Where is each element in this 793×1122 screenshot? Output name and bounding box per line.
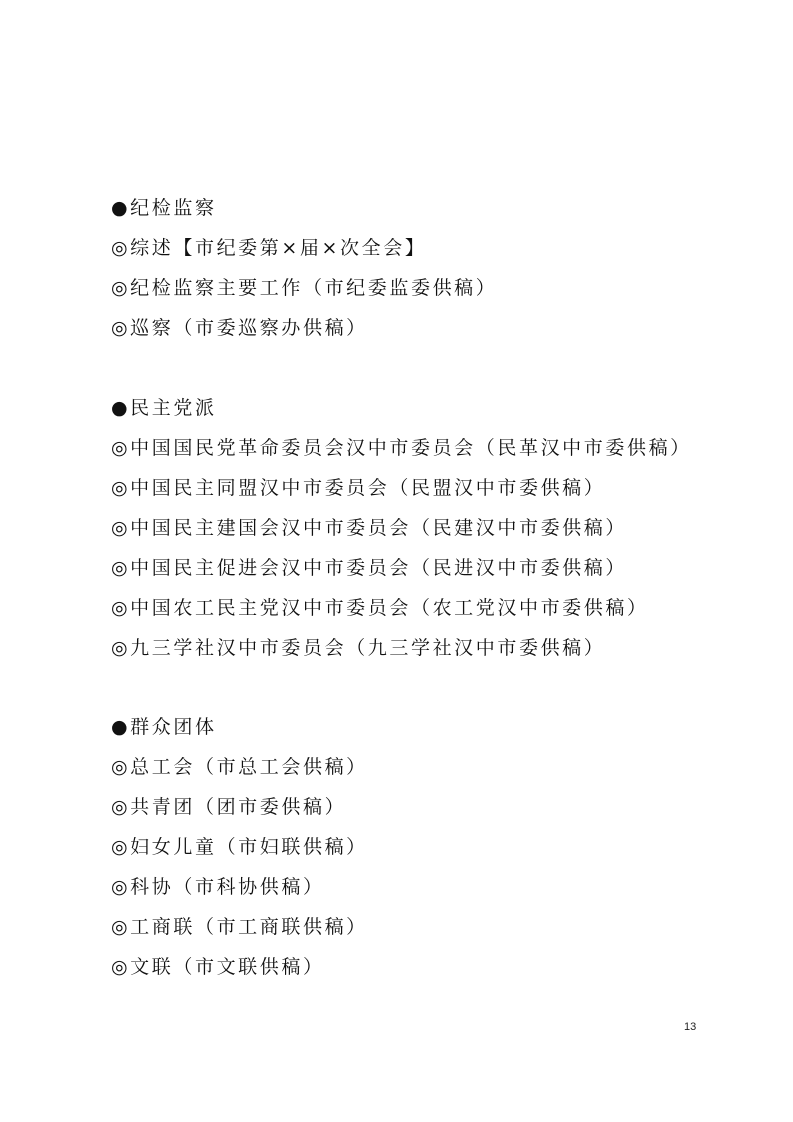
list-item: ◎中国民主建国会汉中市委员会（民建汉中市委供稿） bbox=[111, 517, 627, 539]
list-item: ◎中国民主促进会汉中市委员会（民进汉中市委供稿） bbox=[111, 557, 627, 579]
list-item: ◎科协（市科协供稿） bbox=[111, 876, 325, 898]
section-heading: ●纪检监察 bbox=[111, 197, 217, 219]
page-number: 13 bbox=[684, 1021, 697, 1033]
list-item: ◎共青团（团市委供稿） bbox=[111, 796, 347, 818]
section-discipline-inspection bbox=[111, 188, 751, 348]
list-item: ◎工商联（市工商联供稿） bbox=[111, 916, 368, 938]
list-item: ◎中国农工民主党汉中市委员会（农工党汉中市委供稿） bbox=[111, 597, 649, 619]
list-item: ◎文联（市文联供稿） bbox=[111, 956, 325, 978]
section-heading: ●民主党派 bbox=[111, 397, 217, 419]
section-democratic-parties bbox=[111, 388, 751, 668]
list-item: ◎巡察（市委巡察办供稿） bbox=[111, 317, 368, 339]
section-heading: ●群众团体 bbox=[111, 716, 217, 738]
section-mass-organizations bbox=[111, 707, 751, 987]
list-item: ◎九三学社汉中市委员会（九三学社汉中市委供稿） bbox=[111, 637, 606, 659]
list-item: ◎纪检监察主要工作（市纪委监委供稿） bbox=[111, 277, 498, 299]
list-item: ◎总工会（市总工会供稿） bbox=[111, 756, 368, 778]
list-item: ◎妇女儿童（市妇联供稿） bbox=[111, 836, 368, 858]
list-item: ◎综述【市纪委第×届×次全会】 bbox=[111, 237, 427, 259]
list-item: ◎中国国民党革命委员会汉中市委员会（民革汉中市委供稿） bbox=[111, 437, 692, 459]
list-item: ◎中国民主同盟汉中市委员会（民盟汉中市委供稿） bbox=[111, 477, 606, 499]
